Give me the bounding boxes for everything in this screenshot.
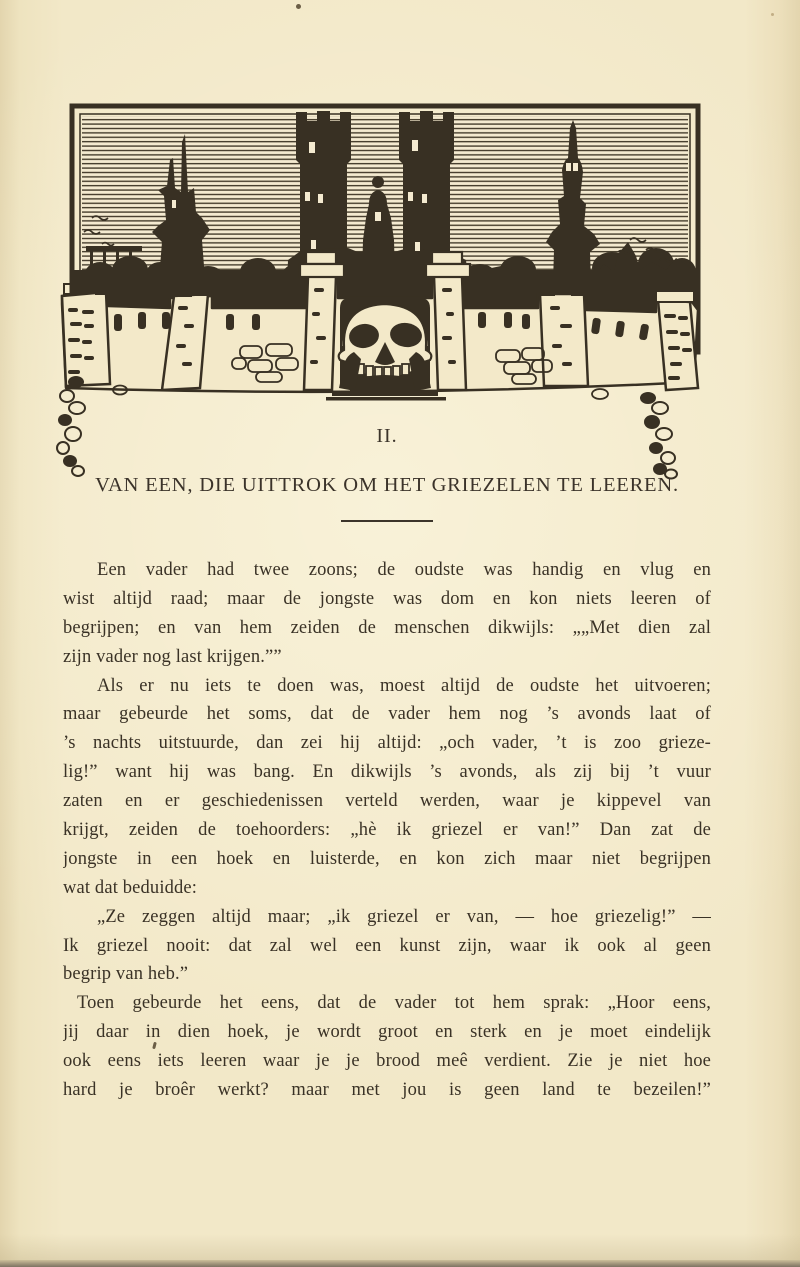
castle-skull-illustration [56,100,712,480]
paragraph [63,672,711,903]
text-line: zijn vader nog last krijgen.”” [63,646,282,667]
chapter-number: II. [376,425,398,447]
paragraph [63,556,711,672]
text-line: maar gebeurde het soms, dat de vader hem nog ’s avonds laat of [63,704,711,725]
paper-speck [296,4,301,9]
text-line: lig!” want hij was bang. En dikwijls ’s avonds, als zij bij ’t vuur [63,762,711,783]
paragraph [63,903,711,990]
paper-speck [771,13,774,16]
text-line: „Ze zeggen altijd maar; „ik griezel er van, — hoe griezelig!” — [97,906,711,927]
text-line: ook eens iets leeren waar je je brood meê verdient. Zie je niet hoe [63,1051,711,1072]
page-edge [0,1260,800,1267]
text-line: Ik griezel nooit: dat zal wel een kunst zijn, waar ik ook al geen [63,935,711,956]
text-line: wist altijd raad; maar de jongste was dom en kon niets leeren of [63,588,711,609]
text-line: ’s nachts uitstuurde, dan zei hij altijd: „och vader, ’t is zoo grieze- [63,733,711,754]
chapter-title: VAN EEN, DIE UITTROK OM HET GRIEZELEN TE LEEREN. [95,474,679,496]
paragraph [63,989,711,1105]
page-bottom-shadow [0,1234,800,1260]
title-divider [341,520,433,522]
text-line: Als er nu iets te doen was, moest altijd de oudste het uitvoeren; [97,675,711,696]
text-line: jongste in een hoek en luisterde, en kon zich maar niet begrijpen [63,848,711,869]
text-line: begrip van heb.” [63,964,189,985]
text-line: hard je broêr werkt? maar met jou is geen land te bezeilen!” [63,1080,711,1101]
text-line: begrijpen; en van hem zeiden de menschen dikwijls: „„Met dien zal [63,617,711,638]
text-line: Een vader had twee zoons; de oudste was handig en vlug en [97,560,711,580]
text-line: jij daar in dien hoek, je wordt groot en sterk en je moet eindelijk [63,1022,711,1043]
text-line: Toen gebeurde het eens, dat de vader tot hem sprak: „Hoor eens, [77,993,711,1014]
story-text [63,556,711,1105]
text-line: krijgt, zeiden de toehoorders: „hè ik griezel er van!” Dan zat de [63,820,711,841]
text-line: zaten en er geschiedenissen verteld werden, waar je kippevel van [63,791,711,812]
text-line: wat dat beduidde: [63,877,198,898]
skull-gate [326,298,446,401]
